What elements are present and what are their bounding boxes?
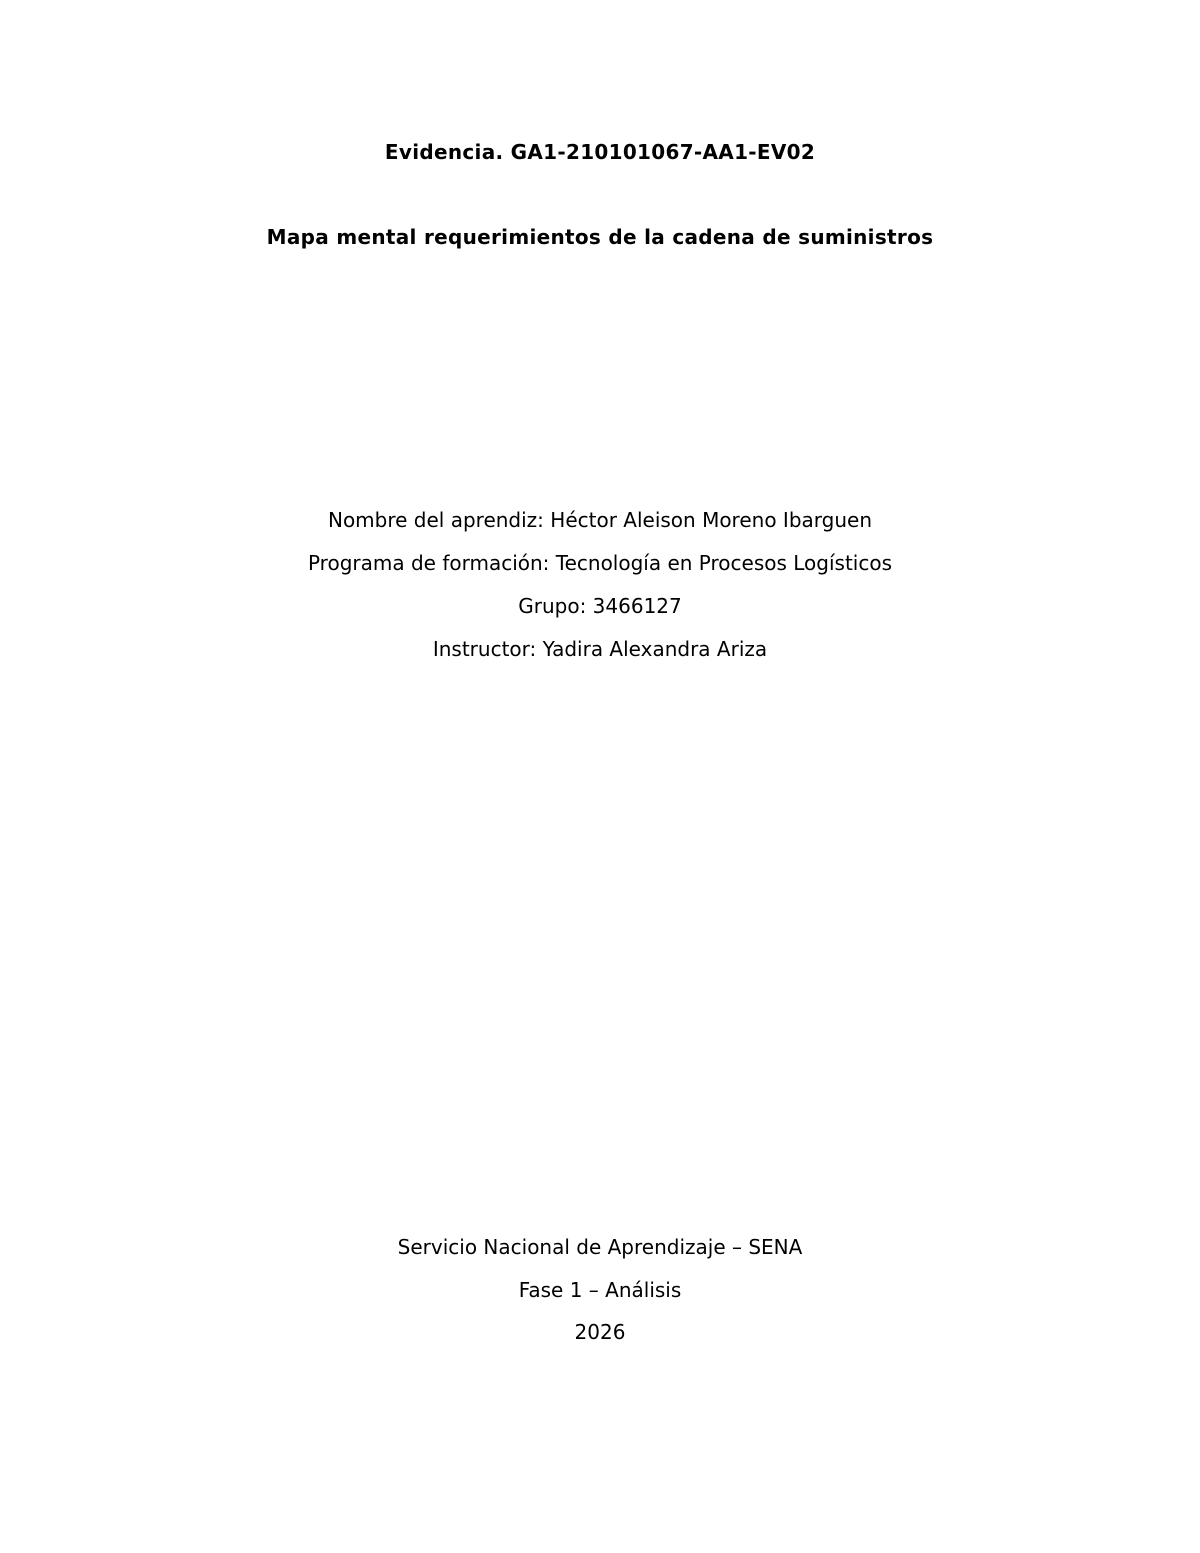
year-label: 2026 xyxy=(574,1320,626,1344)
phase-label: Fase 1 – Análisis xyxy=(518,1278,682,1302)
evidence-title: Evidencia. GA1-210101067-AA1-EV02 xyxy=(384,140,816,164)
instructor-name: Instructor: Yadira Alexandra Ariza xyxy=(432,637,768,661)
institution-name: Servicio Nacional de Aprendizaje – SENA xyxy=(397,1235,803,1259)
training-program: Programa de formación: Tecnología en Procesos Logísticos xyxy=(307,551,893,575)
learner-name: Nombre del aprendiz: Héctor Aleison Moreno Ibarguen xyxy=(327,508,872,532)
document-subtitle: Mapa mental requerimientos de la cadena de suministros xyxy=(266,225,934,249)
group-number: Grupo: 3466127 xyxy=(518,594,682,618)
